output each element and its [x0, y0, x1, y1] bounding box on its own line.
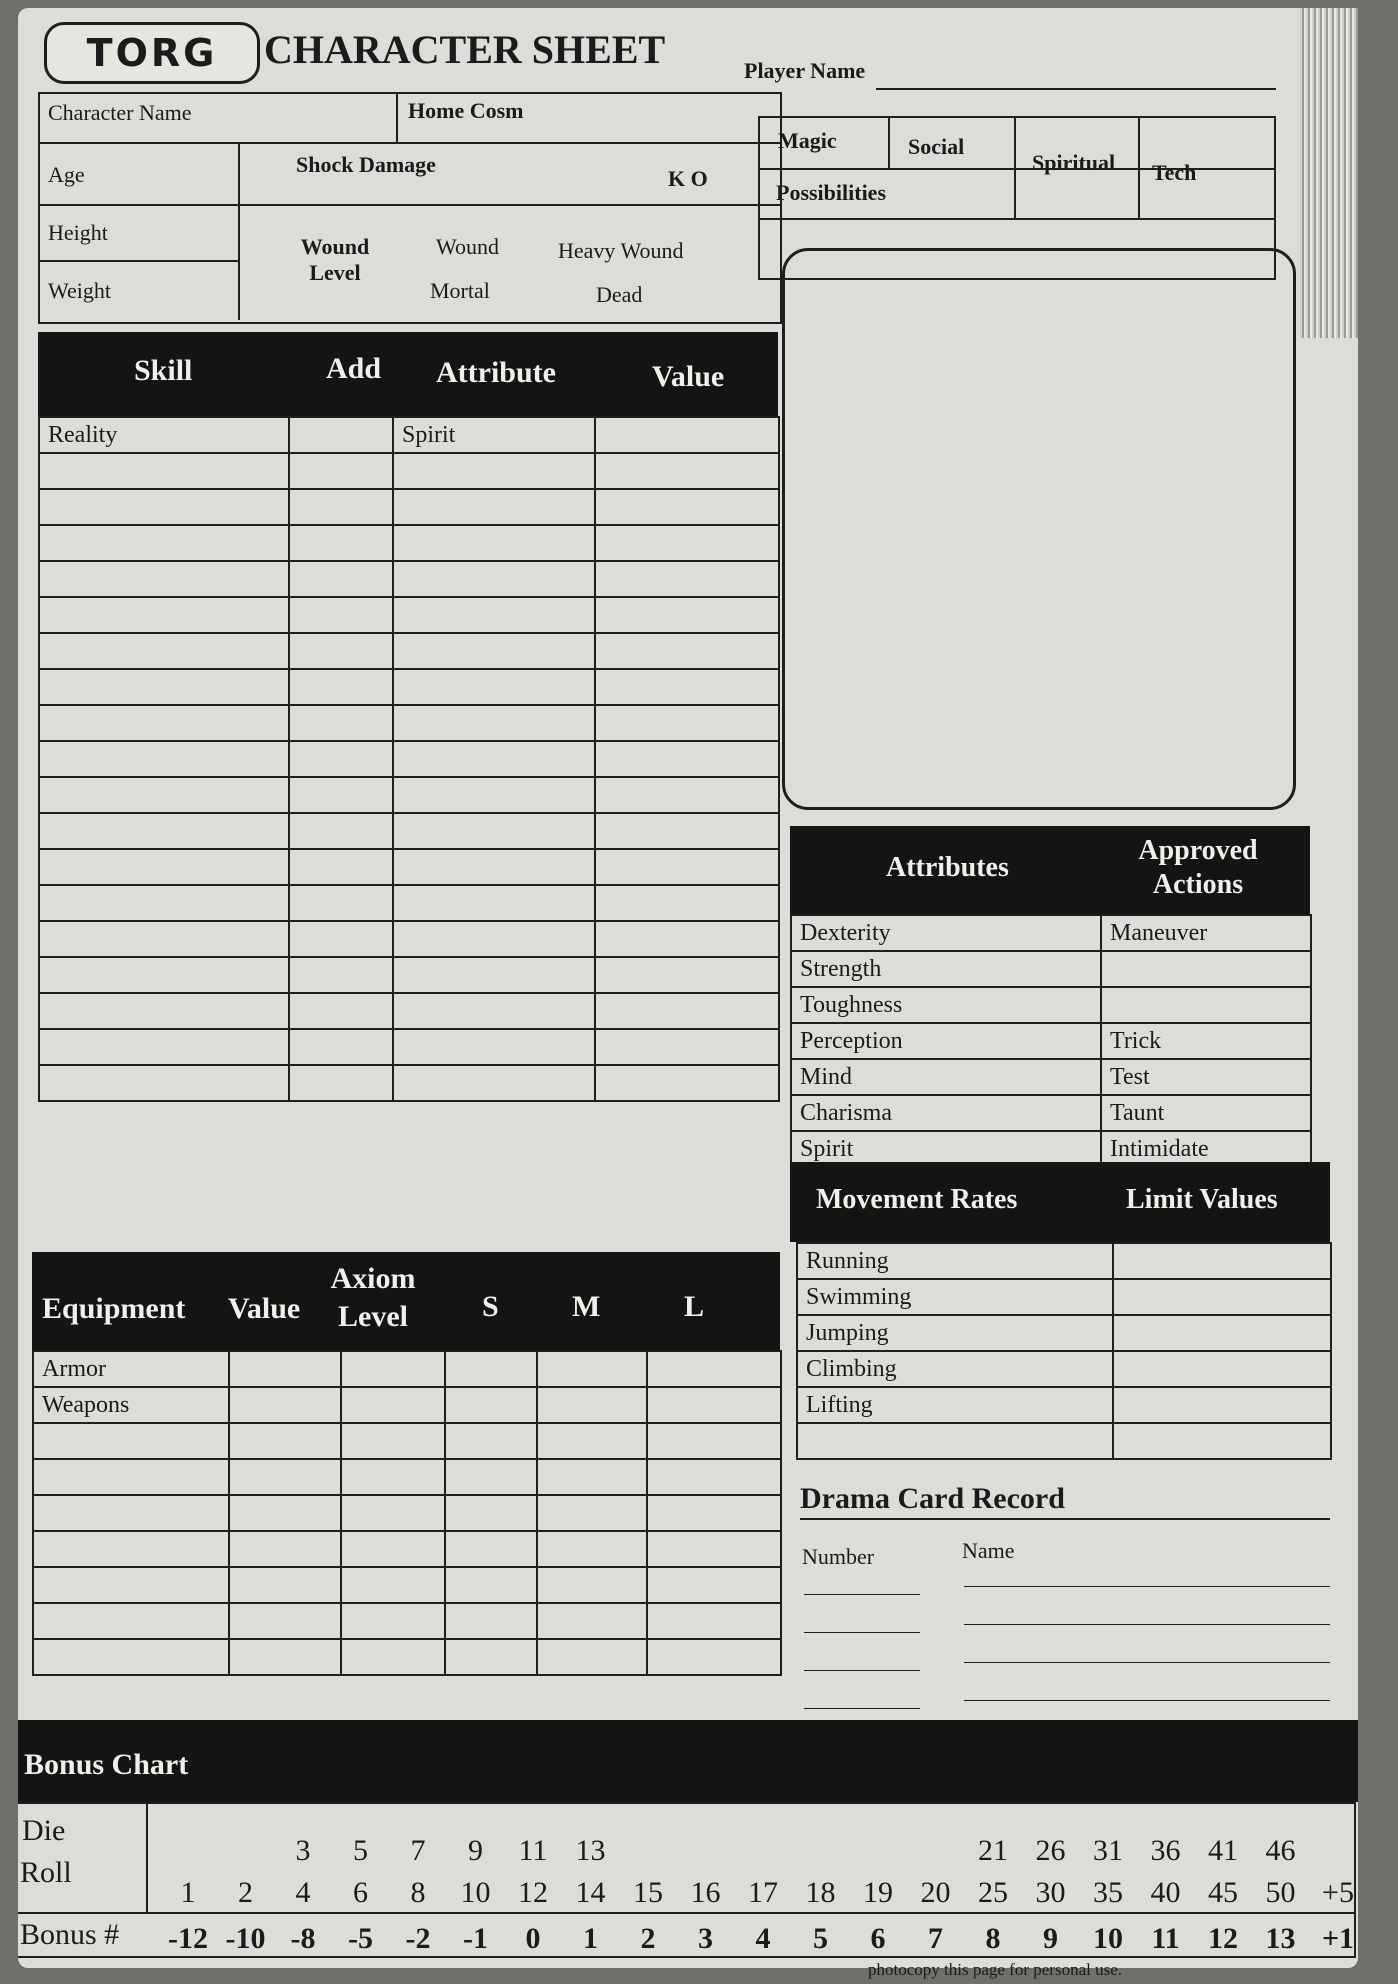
table-row [791, 987, 1311, 1023]
bonus-value: 3 [698, 1922, 713, 1955]
bonus-value: 10 [1093, 1922, 1123, 1955]
sheet-title: CHARACTER SHEET [264, 27, 666, 72]
attribute-name: Dexterity [791, 915, 1101, 951]
table-row [39, 417, 779, 453]
movement-name: Jumping [797, 1315, 1113, 1351]
roll-top-value: 21 [978, 1834, 1008, 1867]
page-stack-edge [1300, 8, 1358, 338]
bonus-number-label: Bonus # [20, 1918, 120, 1951]
tech-axiom-field[interactable]: Tech [1152, 160, 1197, 185]
roll-bottom-value: 50 [1265, 1876, 1296, 1909]
player-name-field[interactable] [876, 88, 1276, 90]
roll-bottom-value: 20 [920, 1876, 951, 1909]
roll-bottom-value: 30 [1035, 1876, 1066, 1909]
mortal-checkbox[interactable]: Mortal [430, 278, 490, 303]
bonus-value: -1 [463, 1922, 488, 1955]
table-row[interactable] [33, 1495, 781, 1531]
roll-bottom-value: 18 [805, 1876, 836, 1909]
roll-bottom-value: 25 [978, 1876, 1008, 1909]
roll-bottom-value: 45 [1208, 1876, 1238, 1909]
wound-level-label: Wound Level [300, 234, 370, 285]
bonus-value: -5 [348, 1922, 373, 1955]
skill-cell[interactable]: Reality [39, 417, 289, 453]
roll-bottom-value: 17 [748, 1876, 778, 1909]
table-row[interactable] [39, 561, 779, 597]
bonus-value: 1 [583, 1922, 598, 1955]
attribute-name: Toughness [791, 987, 1101, 1023]
table-row[interactable] [33, 1423, 781, 1459]
attribute-name: Mind [791, 1059, 1101, 1095]
spiritual-axiom-field[interactable]: Spiritual [1032, 150, 1116, 175]
footer-note: photocopy this page for personal use. [868, 1960, 1122, 1979]
equipment-cell[interactable]: Armor [33, 1351, 229, 1387]
table-row [797, 1423, 1331, 1459]
roll-top-value: 5 [353, 1834, 368, 1867]
drama-number-field[interactable] [804, 1670, 920, 1671]
table-row[interactable] [39, 993, 779, 1029]
table-row[interactable] [39, 453, 779, 489]
limit-value[interactable] [1113, 1279, 1331, 1315]
magic-axiom-field[interactable]: Magic [778, 128, 837, 153]
drama-number-field[interactable] [804, 1594, 920, 1595]
bonus-value: 13 [1265, 1922, 1296, 1955]
approved-action[interactable]: Taunt [1101, 1095, 1311, 1131]
portrait-box[interactable] [782, 248, 1296, 810]
roll-top-value: 31 [1093, 1834, 1123, 1867]
bonus-value: 9 [1043, 1922, 1058, 1955]
roll-bottom-value: +5 [1322, 1876, 1354, 1909]
equipment-cell[interactable]: Weapons [33, 1387, 229, 1423]
equipment-column-header: Equipment [42, 1292, 186, 1325]
heavy-wound-checkbox[interactable]: Heavy Wound [558, 238, 684, 263]
movement-name: Lifting [797, 1387, 1113, 1423]
approved-action[interactable] [1101, 951, 1311, 987]
table-row [791, 951, 1311, 987]
limit-value[interactable] [1113, 1387, 1331, 1423]
bonus-value: 6 [870, 1922, 886, 1955]
bonus-value: 5 [813, 1922, 828, 1955]
roll-bottom-value: 6 [353, 1876, 368, 1909]
long-range-column-header: L [684, 1290, 705, 1323]
drama-name-field[interactable] [964, 1662, 1330, 1663]
table-row [791, 1059, 1311, 1095]
character-sheet-page [18, 8, 1358, 1979]
add-column-header: Add [326, 352, 382, 385]
table-row[interactable] [39, 597, 779, 633]
table-row[interactable] [39, 849, 779, 885]
roll-top-value: 36 [1150, 1834, 1181, 1867]
die-label: Die [22, 1814, 66, 1847]
medium-range-column-header: M [572, 1290, 601, 1323]
approved-action[interactable] [1101, 987, 1311, 1023]
table-row[interactable] [39, 813, 779, 849]
drama-name-field[interactable] [964, 1624, 1330, 1625]
drama-name-field[interactable] [964, 1586, 1330, 1587]
table-row [791, 1023, 1311, 1059]
table-row[interactable] [39, 669, 779, 705]
axiom-level-column-header: Axiom Level [330, 1262, 416, 1333]
table-row[interactable] [33, 1567, 781, 1603]
table-row[interactable] [39, 1029, 779, 1065]
movement-table [796, 1242, 1332, 1460]
roll-bottom-value: 2 [238, 1876, 253, 1909]
roll-top-value: 11 [518, 1834, 548, 1867]
bonus-value: -10 [225, 1922, 266, 1955]
possibilities-field[interactable]: Possibilities [776, 180, 887, 205]
skills-table [38, 416, 780, 1102]
wound-checkbox[interactable]: Wound [436, 234, 500, 259]
roll-top-value: 13 [575, 1834, 606, 1867]
movement-name: Swimming [797, 1279, 1113, 1315]
bonus-value: -12 [168, 1922, 208, 1955]
roll-bottom-value: 35 [1093, 1876, 1123, 1909]
limit-value[interactable] [1113, 1315, 1331, 1351]
table-row[interactable] [39, 705, 779, 741]
bonus-chart-title: Bonus Chart [24, 1748, 189, 1781]
drama-name-header: Name [962, 1538, 1015, 1563]
bonus-value: 0 [525, 1922, 541, 1955]
limit-value[interactable] [1113, 1351, 1331, 1387]
attribute-name: Perception [791, 1023, 1101, 1059]
shock-damage-field[interactable]: Shock Damage [296, 152, 436, 177]
table-row[interactable] [39, 921, 779, 957]
age-field[interactable]: Age [48, 162, 85, 187]
table-row[interactable] [39, 741, 779, 777]
table-row [797, 1387, 1331, 1423]
table-row [33, 1351, 781, 1387]
social-axiom-field[interactable]: Social [908, 134, 965, 159]
equipment-header [32, 1252, 780, 1350]
attribute-cell[interactable]: Spirit [393, 417, 595, 453]
movement-rates-column-header: Movement Rates [816, 1184, 1018, 1215]
height-field[interactable]: Height [48, 220, 108, 245]
movement-name: Climbing [797, 1351, 1113, 1387]
add-cell[interactable] [289, 417, 393, 453]
table-row[interactable] [39, 957, 779, 993]
approved-action[interactable]: Trick [1101, 1023, 1311, 1059]
weight-field[interactable]: Weight [48, 278, 111, 303]
table-row[interactable] [39, 489, 779, 525]
roll-bottom-value: 40 [1150, 1876, 1181, 1909]
drama-number-field[interactable] [804, 1708, 920, 1709]
movement-header [790, 1162, 1330, 1242]
bonus-value: 12 [1208, 1922, 1238, 1955]
roll-bottom-value: 4 [295, 1876, 311, 1909]
home-cosm-field[interactable]: Home Cosm [408, 98, 524, 123]
roll-bottom-value: 1 [180, 1876, 196, 1909]
character-name-field[interactable]: Character Name [48, 100, 192, 125]
value-column-header: Value [652, 360, 725, 393]
player-name-label: Player Name [744, 58, 866, 83]
attribute-name: Strength [791, 951, 1101, 987]
identity-box [38, 92, 782, 324]
attributes-table [790, 914, 1312, 1168]
roll-label: Roll [20, 1856, 72, 1889]
roll-bottom-value: 8 [410, 1876, 426, 1909]
limit-values-column-header: Limit Values [1126, 1184, 1278, 1215]
table-row[interactable] [39, 633, 779, 669]
roll-bottom-value: 15 [633, 1876, 663, 1909]
attributes-column-header: Attributes [886, 852, 1009, 883]
table-row [33, 1387, 781, 1423]
bonus-value: 11 [1151, 1922, 1180, 1955]
dead-checkbox[interactable]: Dead [596, 282, 643, 307]
limit-value[interactable] [1113, 1423, 1331, 1459]
limit-value[interactable] [1113, 1243, 1331, 1279]
table-row[interactable] [39, 525, 779, 561]
approved-action[interactable]: Intimidate [1101, 1131, 1311, 1167]
equipment-table [32, 1350, 782, 1676]
table-row [791, 915, 1311, 951]
table-row [797, 1315, 1331, 1351]
bonus-value: 4 [755, 1922, 771, 1955]
value-cell[interactable] [595, 417, 779, 453]
bonus-value: -8 [290, 1922, 316, 1955]
bonus-value: 7 [928, 1922, 943, 1955]
attribute-name: Charisma [791, 1095, 1101, 1131]
roll-top-value: 9 [468, 1834, 483, 1867]
roll-bottom-value: 19 [863, 1876, 893, 1909]
roll-top-value: 26 [1035, 1834, 1066, 1867]
table-row[interactable] [33, 1603, 781, 1639]
table-row[interactable] [39, 1065, 779, 1101]
roll-top-value: 46 [1265, 1834, 1296, 1867]
bonus-value: +1 [1321, 1922, 1355, 1955]
roll-bottom-value: 10 [460, 1876, 491, 1909]
roll-bottom-value: 16 [690, 1876, 721, 1909]
table-row[interactable] [33, 1459, 781, 1495]
bonus-value: 8 [985, 1922, 1001, 1955]
roll-top-value: 7 [410, 1834, 426, 1867]
skill-column-header: Skill [134, 354, 193, 387]
approved-action[interactable]: Maneuver [1101, 915, 1311, 951]
drama-number-header: Number [802, 1544, 875, 1569]
approved-actions-column-header: Approved Actions [1138, 835, 1258, 900]
approved-action[interactable]: Test [1101, 1059, 1311, 1095]
table-row [797, 1243, 1331, 1279]
roll-top-value: 3 [295, 1834, 311, 1867]
skills-header [38, 332, 778, 416]
table-row[interactable] [39, 777, 779, 813]
bonus-value: 2 [640, 1922, 656, 1955]
drama-card-title: Drama Card Record [800, 1482, 1065, 1515]
table-row[interactable] [39, 885, 779, 921]
attributes-header [790, 826, 1310, 914]
torg-logo: TORG [44, 22, 260, 84]
roll-bottom-value: 14 [575, 1876, 606, 1909]
drama-number-field[interactable] [804, 1632, 920, 1633]
movement-name: Running [797, 1243, 1113, 1279]
drama-name-field[interactable] [964, 1700, 1330, 1701]
table-row[interactable] [33, 1639, 781, 1675]
table-row [797, 1351, 1331, 1387]
roll-top-value: 41 [1208, 1834, 1238, 1867]
table-row [791, 1095, 1311, 1131]
bonus-value: -2 [405, 1922, 431, 1955]
attribute-name: Spirit [791, 1131, 1101, 1167]
table-row[interactable] [33, 1531, 781, 1567]
value-column-header: Value [228, 1292, 301, 1325]
table-row [797, 1279, 1331, 1315]
roll-bottom-value: 12 [518, 1876, 548, 1909]
attribute-column-header: Attribute [436, 356, 556, 389]
bonus-chart-header [18, 1720, 1358, 1802]
short-range-column-header: S [482, 1290, 499, 1323]
ko-label: K O [668, 166, 708, 191]
